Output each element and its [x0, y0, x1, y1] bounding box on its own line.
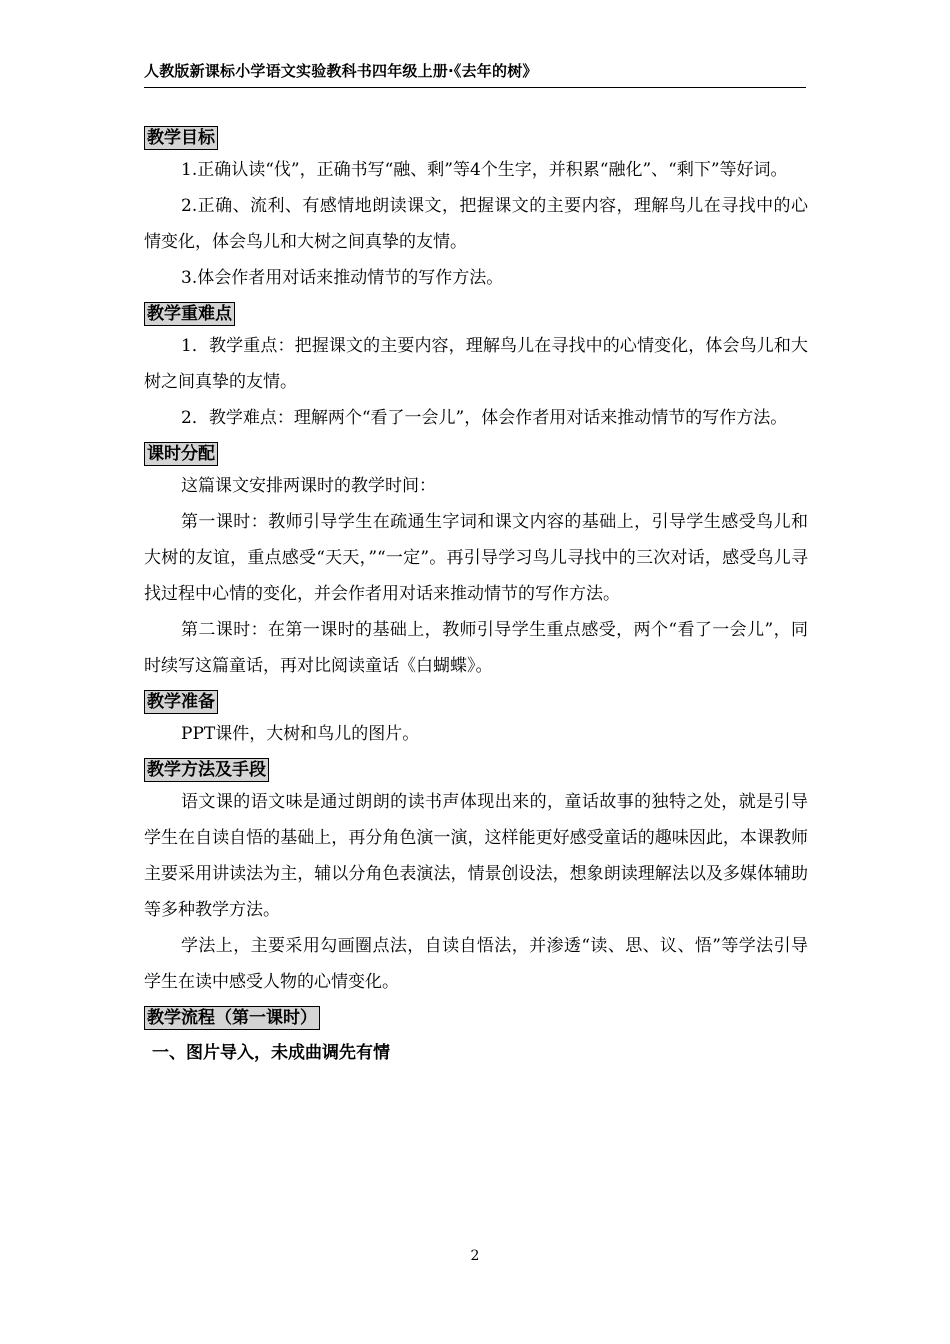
heading-process: 教学流程（第一课时）: [144, 1006, 320, 1030]
schedule-paragraph-2: 第一课时：教师引导学生在疏通生字词和课文内容的基础上，引导学生感受鸟儿和大树的友谊，重点感受“天天，”“一定”。再引导学习鸟儿寻找中的三次对话，感受鸟儿寻找过程中心情的变化，并会作者用对话来推动情节的写作方法。: [144, 512, 808, 604]
goal-paragraph-3: 3.体会作者用对话来推动情节的写作方法。: [181, 268, 504, 288]
heading-methods: 教学方法及手段: [144, 758, 269, 782]
document-body: [144, 120, 808, 1070]
document-header: 人教版新课标小学语文实验教科书四年级上册·《去年的树》: [144, 60, 806, 88]
goal-paragraph-2: 2.正确、流利、有感情地朗读课文，把握课文的主要内容，理解鸟儿在寻找中的心情变化，体会鸟儿和大树之间真挚的友情。: [144, 196, 808, 252]
heading-teaching-goals: 教学目标: [144, 126, 218, 150]
heading-preparation: 教学准备: [144, 690, 218, 714]
methods-paragraph-2: 学法上，主要采用勾画圈点法，自读自悟法，并渗透“读、思、议、悟”等学法引导学生在读中感受人物的心情变化。: [144, 936, 808, 992]
preparation-paragraph: PPT课件，大树和鸟儿的图片。: [181, 724, 420, 744]
process-step-1: 一、图片导入，未成曲调先有情: [152, 1043, 390, 1063]
schedule-paragraph-1: 这篇课文安排两课时的教学时间：: [181, 476, 436, 496]
page-number: 2: [470, 1248, 480, 1264]
schedule-paragraph-3: 第二课时：在第一课时的基础上，教师引导学生重点感受，两个“看了一会儿”，同时续写这篇童话，再对比阅读童话《白蝴蝶》。: [144, 620, 808, 676]
goal-paragraph-1: 1.正确认读“伐”，正确书写“融、剩”等4个生字，并积累“融化”、“剩下”等好词。: [181, 160, 788, 180]
heading-schedule: 课时分配: [144, 442, 218, 466]
key-point-paragraph-2: 2．教学难点：理解两个“看了一会儿”，体会作者用对话来推动情节的写作方法。: [181, 408, 788, 428]
methods-paragraph-1: 语文课的语文味是通过朗朗的读书声体现出来的，童话故事的独特之处，就是引导学生在自读自悟的基础上，再分角色演一演，这样能更好感受童话的趣味因此，本课教师主要采用讲读法为主，辅以分角色表演法，情景创设法，想象朗读理解法以及多媒体辅助等多种教学方法。: [144, 792, 808, 920]
key-point-paragraph-1: 1．教学重点：把握课文的主要内容，理解鸟儿在寻找中的心情变化，体会鸟儿和大树之间真挚的友情。: [144, 336, 808, 392]
heading-key-points: 教学重难点: [144, 302, 235, 326]
